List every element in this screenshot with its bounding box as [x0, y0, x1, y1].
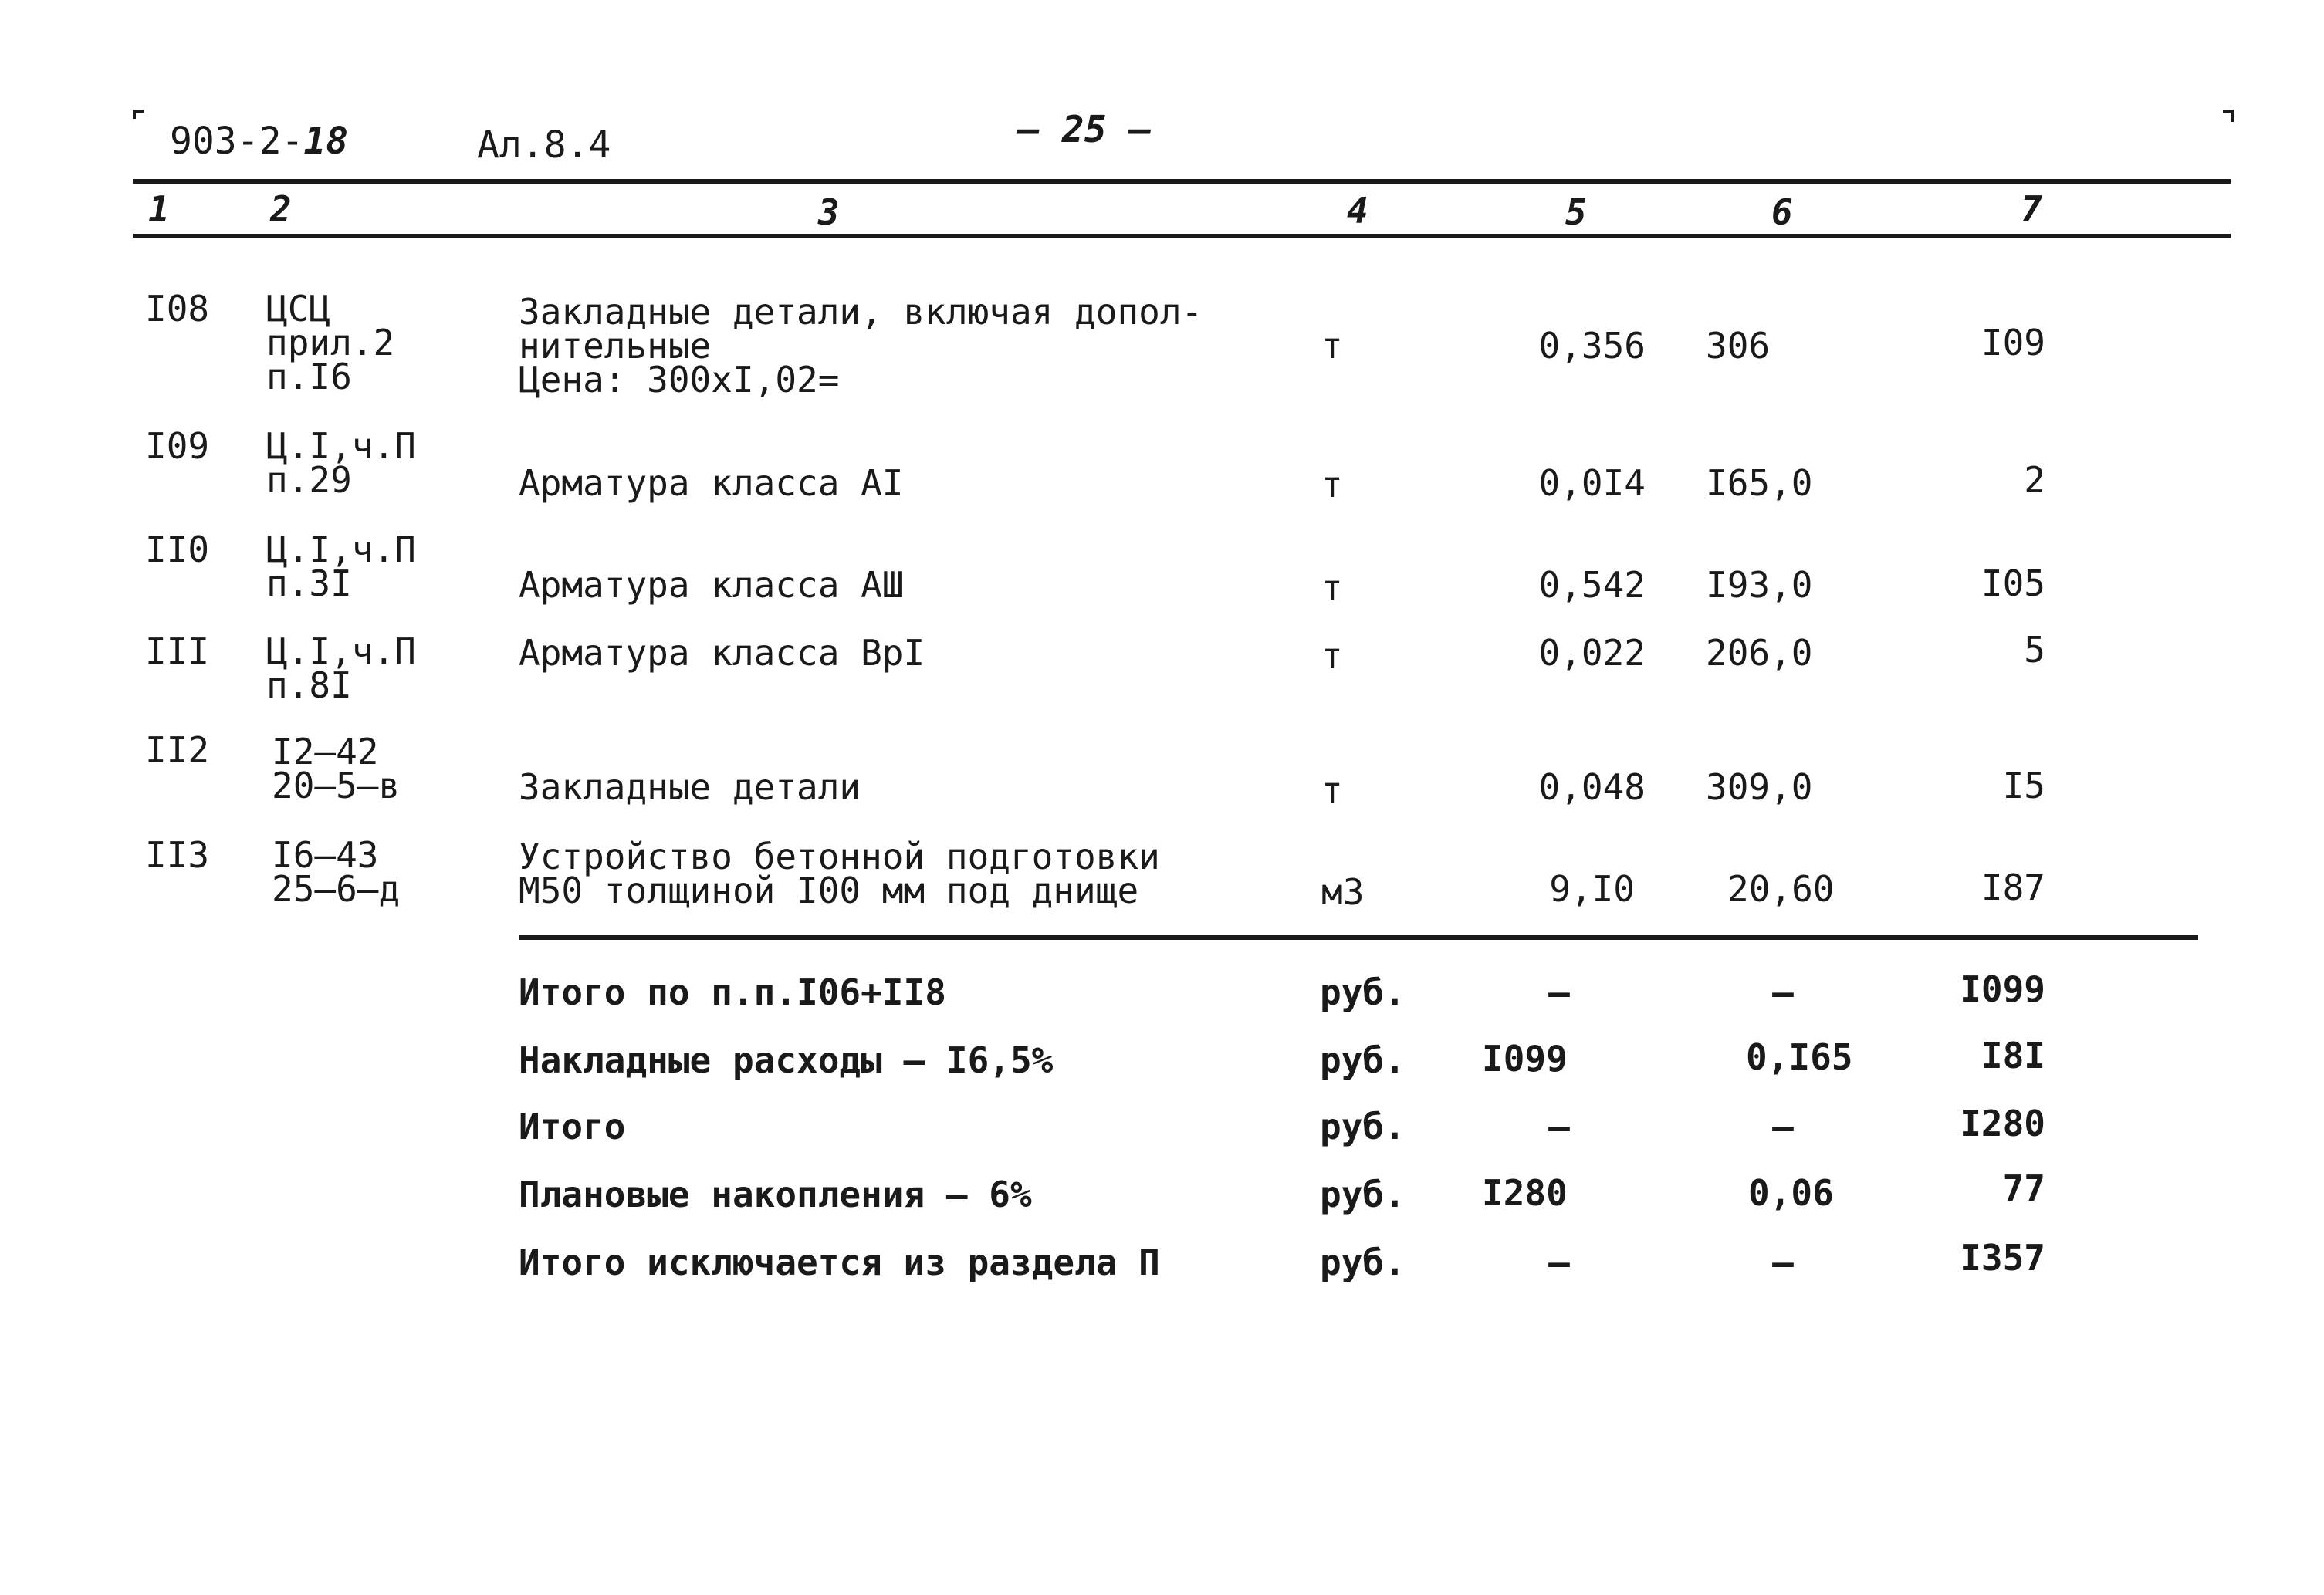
summary-unit: руб. [1320, 1039, 1406, 1081]
row-total: 5 [2024, 629, 2045, 671]
corner-mark-top-right-v [2231, 110, 2234, 122]
row-total: 2 [2024, 459, 2045, 501]
summary-divider [519, 935, 2198, 940]
summary-col5: – [1548, 1106, 1570, 1147]
page-number: – 25 – [1017, 108, 1152, 151]
row-number: I09 [145, 425, 210, 467]
row-name: Арматура класса AШ [519, 564, 904, 606]
summary-name: Итого по п.п.I06+II8 [519, 972, 946, 1013]
row-total: I09 [1981, 322, 2045, 363]
column-number-3: 3 [818, 191, 840, 233]
column-number-6: 6 [1771, 191, 1793, 233]
column-number-5: 5 [1565, 191, 1587, 233]
row-unit: т [1321, 769, 1343, 811]
row-unit: т [1321, 464, 1343, 505]
row-price: 306 [1706, 325, 1771, 367]
summary-col5: I099 [1482, 1038, 1568, 1080]
row-number: I08 [145, 288, 210, 329]
row-price: 20,60 [1727, 868, 1835, 910]
summary-name: Накладные расходы – I6,5% [519, 1039, 1054, 1081]
row-quantity: 0,022 [1538, 632, 1646, 674]
row-quantity: 0,356 [1538, 325, 1646, 367]
album-label: Ал.8.4 [477, 123, 611, 167]
summary-col6: – [1772, 1106, 1794, 1147]
row-price: 309,0 [1706, 766, 1813, 808]
row-code: Ц.I,ч.П п.29 [266, 425, 416, 501]
summary-col5: – [1548, 1242, 1570, 1283]
row-total: I05 [1981, 563, 2045, 604]
summary-total: I099 [1960, 968, 2045, 1010]
summary-total: I8I [1981, 1035, 2045, 1076]
row-number: II0 [145, 529, 210, 570]
row-name: Устройство бетонной подготовки М50 толщиной I00 мм под днище [519, 836, 1160, 911]
row-price: 206,0 [1706, 632, 1813, 674]
corner-mark-top-left-v [133, 110, 136, 119]
row-quantity: 9,I0 [1549, 868, 1635, 910]
row-unit: м3 [1321, 871, 1365, 913]
row-number: II3 [145, 834, 210, 876]
summary-col6: – [1772, 1242, 1794, 1283]
summary-total: I357 [1960, 1237, 2045, 1279]
row-code: I6–43 25–6–д [272, 834, 401, 910]
row-unit: т [1321, 325, 1343, 367]
summary-col5: – [1548, 972, 1570, 1013]
row-code: ЦСЦ прил.2 п.I6 [266, 288, 395, 397]
row-unit: т [1321, 567, 1343, 609]
row-price: I93,0 [1706, 564, 1813, 606]
row-code: Ц.I,ч.П п.3I [266, 529, 416, 604]
column-number-1: 1 [148, 188, 170, 230]
row-quantity: 0,0I4 [1538, 462, 1646, 504]
column-number-4: 4 [1347, 190, 1368, 231]
summary-unit: руб. [1320, 1242, 1406, 1283]
row-number: III [145, 630, 210, 672]
row-number: II2 [145, 729, 210, 771]
summary-total: I280 [1960, 1103, 2045, 1144]
row-name: Закладные детали [519, 766, 861, 808]
summary-col6: 0,I65 [1746, 1036, 1853, 1078]
summary-col6: – [1772, 972, 1794, 1013]
row-total: I87 [1981, 867, 2045, 908]
column-number-7: 7 [2021, 188, 2042, 230]
row-total: I5 [2002, 765, 2045, 806]
header-bottom-rule [133, 234, 2231, 238]
summary-col6: 0,06 [1748, 1172, 1834, 1214]
column-number-2: 2 [270, 188, 292, 230]
row-name: Арматура класса BрI [519, 632, 925, 674]
row-price: I65,0 [1706, 462, 1813, 504]
document-code-prefix: 903-2- [170, 120, 304, 163]
document-code [170, 120, 348, 163]
row-code: I2–42 20–5–в [272, 731, 401, 806]
summary-unit: руб. [1320, 1174, 1406, 1215]
summary-unit: руб. [1320, 972, 1406, 1013]
row-quantity: 0,048 [1538, 766, 1646, 808]
row-unit: т [1321, 635, 1343, 677]
row-quantity: 0,542 [1538, 564, 1646, 606]
summary-name: Итого [519, 1106, 626, 1147]
summary-total: 77 [2002, 1168, 2045, 1209]
row-code: Ц.I,ч.П п.8I [266, 630, 416, 706]
document-code-number: 18 [303, 120, 349, 163]
row-name: Закладные детали, включая допол- нительные Цена: 300хI,02= [519, 291, 1203, 400]
summary-col5: I280 [1482, 1172, 1568, 1214]
summary-name: Плановые накопления – 6% [519, 1174, 1032, 1215]
summary-unit: руб. [1320, 1106, 1406, 1147]
header-top-rule [133, 179, 2231, 184]
row-name: Арматура класса AI [519, 462, 904, 504]
summary-name: Итого исключается из раздела П [519, 1242, 1160, 1283]
